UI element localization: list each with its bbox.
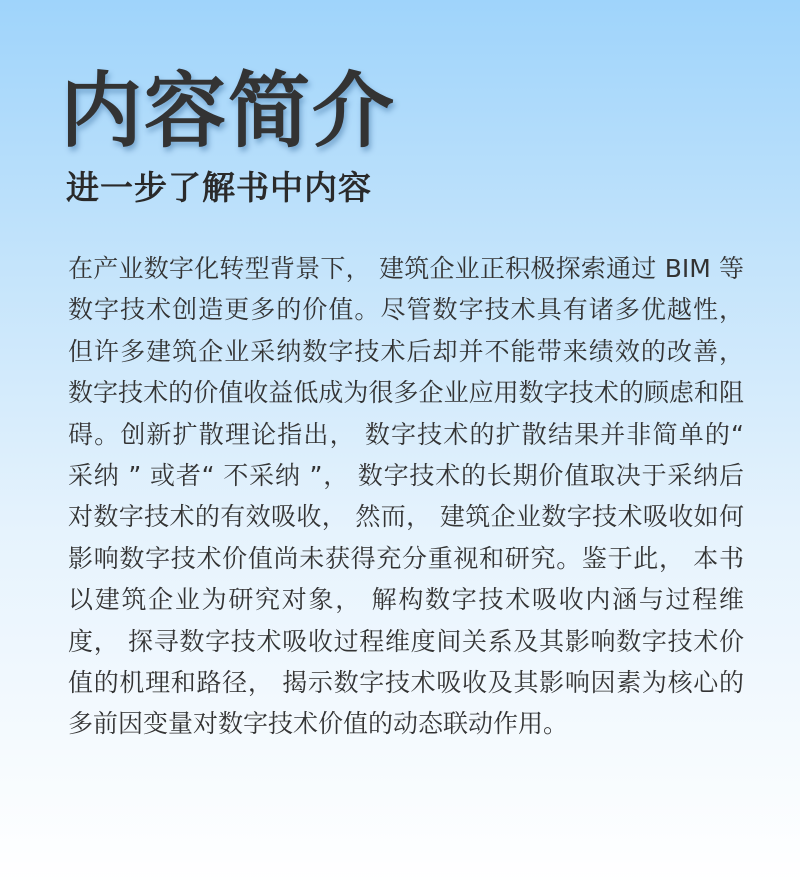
- page-title: 内容简介: [60, 64, 397, 159]
- page-subtitle: 进一步了解书中内容: [66, 168, 372, 207]
- intro-paragraph: 在产业数字化转型背景下， 建筑企业正积极探索通过 BIM 等数字技术创造更多的价值。尽管数字技术具有诸多优越性， 但许多建筑企业采纳数字技术后却并不能带来绩效的改善， 数字技术的价值收益低成为很多企业应用数字技术的顾虑和阻碍。创新扩散理论指出， 数字技术的扩散结果并非简单的“ 采纳 ” 或者“ 不采纳 ”， 数字技术的长期价值取决于采纳后对数字技术的有效吸收， 然而， 建筑企业数字技术吸收如何影响数字技术价值尚未获得充分重视和研究。鉴于此， 本书以建筑企业为研究对象， 解构数字技术吸收内涵与过程维度， 探寻数字技术吸收过程维度间关系及其影响数字技术价值的机理和路径， 揭示数字技术吸收及其影响因素为核心的多前因变量对数字技术价值的动态联动作用。: [68, 254, 744, 739]
